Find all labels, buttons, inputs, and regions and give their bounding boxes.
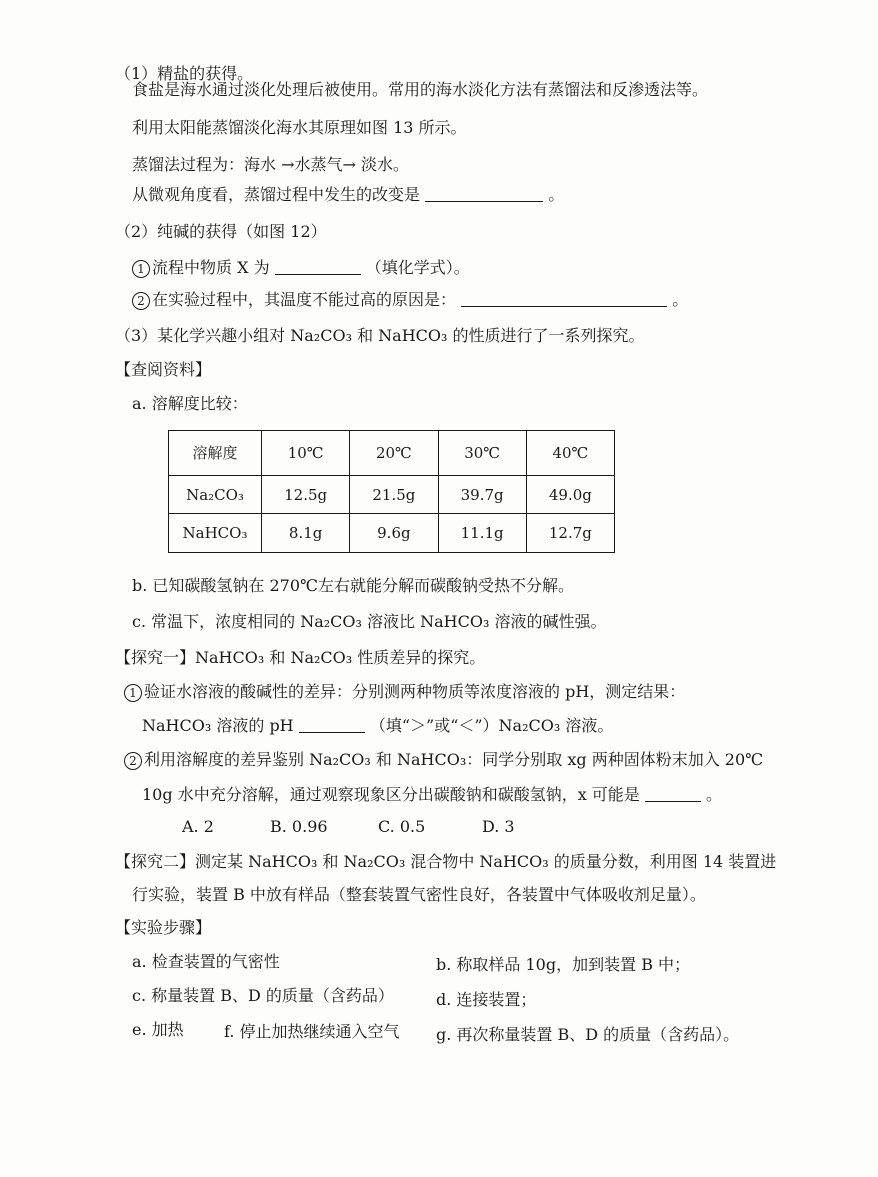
inquiry1-p2-line2-end: 。 [706, 785, 723, 804]
table-cell: 8.1g [262, 514, 350, 553]
option-d[interactable]: D. 3 [482, 817, 515, 836]
lookup-a: a. 溶解度比较： [132, 394, 248, 413]
option-a[interactable]: A. 2 [182, 817, 214, 836]
table-header: 40℃ [526, 431, 614, 476]
sec1-line2: 利用太阳能蒸馏淡化海水其原理如图 13 所示。 [132, 118, 467, 137]
circled-number-1: 1 [132, 260, 150, 278]
steps-heading: 【实验步骤】 [115, 918, 212, 937]
table-cell: Na₂CO₃ [169, 475, 262, 514]
answer-blank-x-value[interactable] [645, 787, 701, 802]
table-cell: 12.7g [526, 514, 614, 553]
step-a: a. 检查装置的气密性 [132, 952, 280, 971]
table-cell: 12.5g [262, 475, 350, 514]
sec2-q1-end: （填化学式）。 [365, 258, 470, 277]
sec1-line4-text: 从微观角度看，蒸馏过程中发生的改变是 [132, 185, 421, 204]
sec3-heading: （3）某化学兴趣小组对 Na₂CO₃ 和 NaHCO₃ 的性质进行了一系列探究。 [115, 326, 645, 345]
inquiry1-p2-line2-text: 10g 水中充分溶解，通过观察现象区分出碳酸钠和碳酸氢钠，x 可能是 [142, 785, 640, 804]
inquiry1-p1-line1 [124, 682, 685, 702]
table-cell: 39.7g [438, 475, 526, 514]
option-c[interactable]: C. 0.5 [378, 817, 426, 836]
table-cell: 11.1g [438, 514, 526, 553]
step-e: e. 加热 [132, 1020, 184, 1039]
lookup-b: b. 已知碳酸氢钠在 270℃左右就能分解而碳酸钠受热不分解。 [132, 576, 574, 595]
inquiry2-line2: 行实验，装置 B 中放有样品（整套装置气密性良好，各装置中气体吸收剂足量）。 [132, 885, 706, 904]
table-cell: 9.6g [350, 514, 438, 553]
sec1-line3: 蒸馏法过程为：海水 →水蒸气→ 淡水。 [132, 155, 409, 174]
inquiry1-p2-line1 [124, 750, 763, 770]
step-b: b. 称取样品 10g，加到装置 B 中； [436, 955, 691, 974]
circled-number-1: 1 [124, 684, 142, 702]
inquiry1-heading: 【探究一】NaHCO₃ 和 Na₂CO₃ 性质差异的探究。 [115, 648, 486, 667]
table-row [169, 514, 615, 553]
inquiry1-p2-text: 利用溶解度的差异鉴别 Na₂CO₃ 和 NaHCO₃：同学分别取 xg 两种固体粉末加入 20℃ [144, 750, 764, 769]
table-header: 30℃ [438, 431, 526, 476]
table-header: 溶解度 [169, 431, 262, 476]
inquiry1-p1-line2 [142, 716, 613, 736]
table-header: 10℃ [262, 431, 350, 476]
step-d: d. 连接装置； [436, 990, 537, 1009]
sec1-heading: （1）精盐的获得。 [115, 64, 254, 83]
inquiry1-p1-line2-end: （填“＞”或“＜”）Na₂CO₃ 溶液。 [369, 716, 614, 735]
lookup-c: c. 常温下，浓度相同的 Na₂CO₃ 溶液比 NaHCO₃ 溶液的碱性强。 [132, 612, 607, 631]
lookup-heading: 【查阅资料】 [115, 360, 212, 379]
sec2-q2-text: 在实验过程中，其温度不能过高的原因是： [152, 290, 457, 309]
table-row [169, 475, 615, 514]
table-header: 20℃ [350, 431, 438, 476]
sec2-q1-text: 流程中物质 X 为 [152, 258, 270, 277]
option-b[interactable]: B. 0.96 [270, 817, 328, 836]
circled-number-2: 2 [124, 752, 142, 770]
inquiry1-p1-text: 验证水溶液的酸碱性的差异：分别测两种物质等浓度溶液的 pH，测定结果： [144, 682, 686, 701]
answer-blank-ph-compare[interactable] [299, 718, 365, 733]
answer-blank-temperature-reason[interactable] [461, 292, 667, 307]
sec1-line4-end: 。 [548, 185, 565, 204]
sec1-line4 [132, 185, 564, 205]
table-cell: 21.5g [350, 475, 438, 514]
inquiry2-line1: 【探究二】测定某 NaHCO₃ 和 Na₂CO₃ 混合物中 NaHCO₃ 的质量分数，利用图 14 装置进 [115, 852, 777, 871]
inquiry1-p2-line2 [142, 785, 722, 805]
circled-number-2: 2 [132, 292, 150, 310]
table-cell: 49.0g [526, 475, 614, 514]
sec2-q2-end: 。 [672, 290, 689, 309]
step-c: c. 称量装置 B、D 的质量（含药品） [132, 986, 394, 1005]
answer-blank-microscopic[interactable] [425, 187, 543, 202]
sec2-q2 [132, 290, 688, 310]
step-g: g. 再次称量装置 B、D 的质量（含药品）。 [436, 1025, 740, 1044]
sec2-heading: （2）纯碱的获得（如图 12） [115, 222, 327, 241]
step-f: f. 停止加热继续通入空气 [224, 1022, 400, 1041]
solubility-table [168, 430, 615, 553]
inquiry1-p1-line2-text: NaHCO₃ 溶液的 pH [142, 716, 294, 735]
table-header-row [169, 431, 615, 476]
sec1-line1: 食盐是海水通过淡化处理后被使用。常用的海水淡化方法有蒸馏法和反渗透法等。 [132, 80, 709, 99]
answer-blank-substance-x[interactable] [275, 260, 361, 275]
sec2-q1 [132, 258, 470, 278]
table-cell: NaHCO₃ [169, 514, 262, 553]
